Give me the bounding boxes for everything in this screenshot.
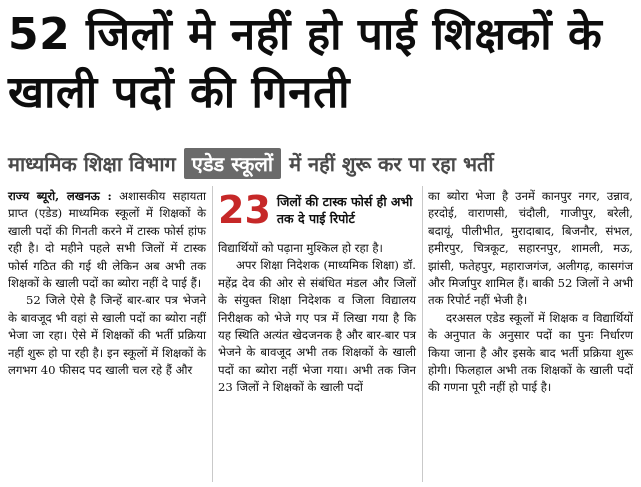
paragraph: 52 जिले ऐसे है जिन्हें बार-बार पत्र भेजने के बावजूद भी वहां से खाली पदों का ब्योरा नहीं भेजा जा रहा। ऐसे में शिक्षकों की भर्ती प्रक्रिया नहीं शुरू हो पा रही है। इन स्कूलों में शिक्षकों के लगभग 40 फीसद पद खाली चल रहे हैं और — [8, 293, 206, 378]
paragraph: दरअसल एडेड स्कूलों में शिक्षक व विद्यार्थियों के अनुपात के अनुसार पदों का पुनः निर्धारण किया जाना है और इसके बाद भर्ती प्रक्रिया शुरू होगी। फिलहाल अभी तक शिक्षकों के खाली पदों की गणना पूरी नहीं हो पाई है। — [428, 310, 633, 395]
article-column-2 — [218, 240, 416, 397]
subheadline — [8, 146, 633, 180]
column-divider — [212, 186, 213, 482]
dateline: राज्य ब्यूरो, लखनऊ : — [8, 189, 112, 203]
paragraph — [8, 188, 206, 292]
article-column-1 — [8, 188, 206, 379]
headline: 52 जिलों मे नहीं हो पाई शिक्षकों के खाली पदों की गिनती — [8, 9, 603, 118]
column-divider — [422, 186, 423, 482]
article-column-3 — [428, 188, 633, 397]
paragraph: विद्यार्थियों को पढ़ाना मुश्किल हो रहा है। — [218, 241, 383, 255]
callout-text: जिलों की टास्क फोर्स ही अभी तक दे पाई रिपोर्ट — [276, 194, 413, 226]
paragraph-text: अशासकीय सहायता प्राप्त (एडेड) माध्यमिक स्कूलों में शिक्षकों के खाली पदों की गिनती करने में टास्क फोर्स हांफ रही है। दो महीने पहले सभी जिलों में टास्क फोर्स गठित की गई थी लेकिन अब अभी तक शिक्षकों के खाली पदों का ब्योरा नहीं दे पाई हैं। — [8, 189, 207, 291]
subhead-highlight: एडेड स्कूलों — [184, 148, 281, 179]
subhead-text-end: में नहीं शुरू कर पा रहा भर्ती — [289, 151, 494, 176]
paragraph: अपर शिक्षा निदेशक (माध्यमिक शिक्षा) डॉ. महेंद्र देव की ओर से संबंधित मंडल और जिलों के संयुक्त शिक्षा निदेशक व जिला विद्यालय निरीक्षक को भेजे गए पत्र में लिखा गया है कि यह स्थिति अत्यंत खेदजनक है और बार-बार पत्र भेजने के बावजूद अभी तक शिक्षकों के खाली पदों का ब्योरा नहीं भेजा गया। अभी तक जिन 23 जिलों ने शिक्षकों के खाली पदों — [218, 258, 416, 395]
paragraph: का ब्योरा भेजा है उनमें कानपुर नगर, उन्नाव, हरदोई, वाराणसी, चंदौली, गाजीपुर, बरेली, बदायूं, पीलीभीत, मुरादाबाद, बिजनौर, संभल, हमीरपुर, चित्रकूट, सहारनपुर, शामली, मऊ, झांसी, फतेहपुर, महाराजगंज, अलीगढ़, कासगंज और मिर्जापुर शामिल हैं। बाकी 52 जिलों ने अभी तक रिपोर्ट नहीं भेजी है। — [428, 189, 633, 308]
callout-box — [218, 186, 416, 234]
subhead-text: माध्यमिक शिक्षा विभाग — [8, 151, 176, 176]
callout-number: 23 — [218, 188, 271, 232]
